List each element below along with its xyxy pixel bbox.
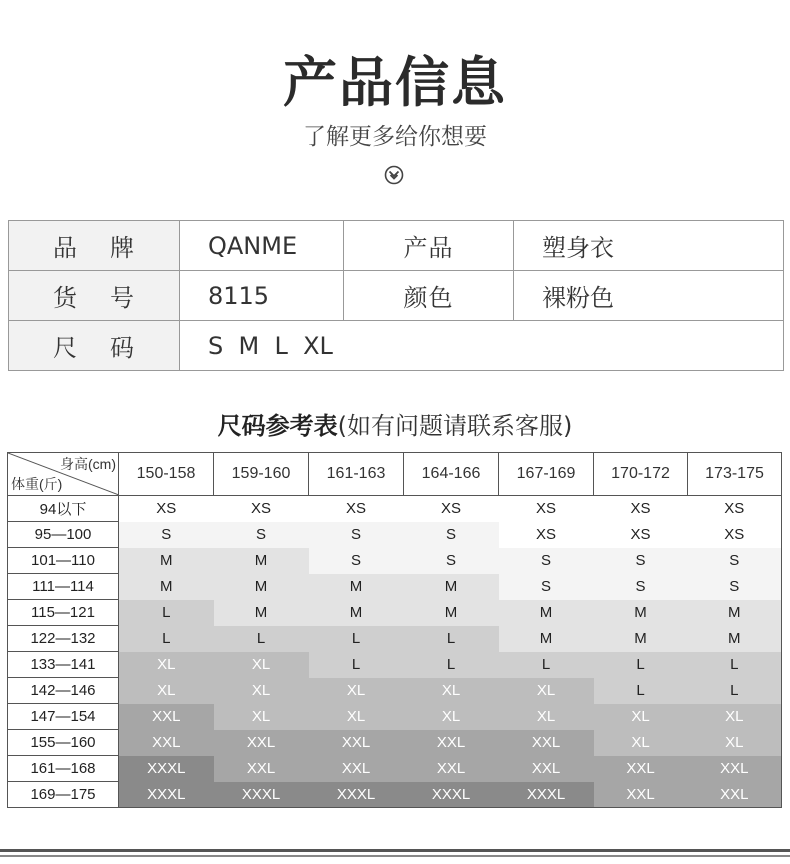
- size-cell: XXL: [594, 756, 688, 782]
- item-number-label: 货 号: [9, 271, 180, 321]
- item-number-value: 8115: [180, 271, 344, 321]
- size-cell: XS: [119, 496, 214, 522]
- height-header-cell: 161-163: [309, 453, 404, 496]
- size-cell: S: [688, 574, 782, 600]
- size-cell: XL: [594, 704, 688, 730]
- size-cell: M: [688, 600, 782, 626]
- size-cell: S: [404, 548, 499, 574]
- size-cell: M: [404, 574, 499, 600]
- size-cell: M: [214, 574, 309, 600]
- size-cell: L: [309, 626, 404, 652]
- size-cell: M: [499, 626, 594, 652]
- weight-cell: 111—114: [8, 574, 119, 600]
- info-row-item: [9, 271, 784, 321]
- size-cell: M: [688, 626, 782, 652]
- size-cell: XL: [688, 730, 782, 756]
- color-label: 颜色: [344, 271, 514, 321]
- size-cell: XL: [404, 704, 499, 730]
- size-cell: M: [309, 574, 404, 600]
- chart-corner-cell: [8, 453, 119, 496]
- size-cell: L: [594, 678, 688, 704]
- size-cell: XXXL: [499, 782, 594, 808]
- weight-cell: 161—168: [8, 756, 119, 782]
- size-cell: M: [594, 626, 688, 652]
- table-row: [8, 782, 782, 808]
- size-cell: XXL: [309, 756, 404, 782]
- size-chart-body: [8, 496, 782, 808]
- size-cell: M: [214, 600, 309, 626]
- page-subtitle: 了解更多给你想要: [303, 124, 487, 150]
- size-cell: XXL: [214, 730, 309, 756]
- size-cell: XS: [594, 522, 688, 548]
- size-chart-title: 尺码参考表(如有问题请联系客服): [217, 412, 573, 440]
- size-cell: XL: [309, 704, 404, 730]
- info-row-size: [9, 321, 784, 371]
- table-row: [8, 730, 782, 756]
- color-value: 裸粉色: [514, 271, 784, 321]
- height-header-cell: 159-160: [214, 453, 309, 496]
- table-row: [8, 626, 782, 652]
- size-cell: L: [119, 600, 214, 626]
- weight-cell: 101—110: [8, 548, 119, 574]
- size-cell: S: [404, 522, 499, 548]
- size-cell: XXL: [499, 730, 594, 756]
- table-row: [8, 756, 782, 782]
- product-label: 产品: [344, 221, 514, 271]
- size-cell: XS: [499, 522, 594, 548]
- size-cell: XL: [594, 730, 688, 756]
- brand-value: QANME: [180, 221, 344, 271]
- size-cell: XXL: [688, 782, 782, 808]
- size-cell: M: [119, 548, 214, 574]
- size-cell: L: [404, 652, 499, 678]
- table-row: [8, 574, 782, 600]
- table-row: [8, 678, 782, 704]
- size-label: 尺 码: [9, 321, 180, 371]
- size-cell: XXXL: [309, 782, 404, 808]
- size-cell: L: [404, 626, 499, 652]
- size-cell: XXL: [214, 756, 309, 782]
- size-cell: L: [594, 652, 688, 678]
- size-cell: XS: [214, 496, 309, 522]
- size-cell: XS: [499, 496, 594, 522]
- size-cell: XL: [688, 704, 782, 730]
- size-cell: XL: [404, 678, 499, 704]
- size-cell: M: [309, 600, 404, 626]
- size-cell: M: [404, 600, 499, 626]
- size-cell: M: [214, 548, 309, 574]
- size-cell: XL: [309, 678, 404, 704]
- size-cell: M: [499, 600, 594, 626]
- weight-cell: 115—121: [8, 600, 119, 626]
- weight-cell: 142—146: [8, 678, 119, 704]
- size-cell: XXL: [309, 730, 404, 756]
- size-value: S M L XL: [180, 321, 784, 371]
- size-cell: XL: [499, 678, 594, 704]
- size-cell: XXXL: [214, 782, 309, 808]
- bottom-divider: [0, 849, 790, 852]
- weight-cell: 95—100: [8, 522, 119, 548]
- bottom-divider-thin: [0, 855, 790, 857]
- size-cell: L: [499, 652, 594, 678]
- size-chart-table: [7, 452, 782, 808]
- table-row: [8, 652, 782, 678]
- size-cell: L: [688, 652, 782, 678]
- height-header-cell: 164-166: [404, 453, 499, 496]
- page-title: 产品信息: [283, 51, 507, 114]
- size-cell: XXL: [594, 782, 688, 808]
- size-cell: XXXL: [404, 782, 499, 808]
- info-row-brand: [9, 221, 784, 271]
- height-header-cell: 173-175: [688, 453, 782, 496]
- size-cell: XXL: [404, 756, 499, 782]
- brand-label: 品 牌: [9, 221, 180, 271]
- table-row: [8, 704, 782, 730]
- size-cell: XS: [309, 496, 404, 522]
- size-cell: XS: [688, 522, 782, 548]
- size-cell: XXL: [688, 756, 782, 782]
- height-axis-label: 身高(cm): [60, 456, 116, 472]
- size-cell: XL: [119, 652, 214, 678]
- size-cell: L: [688, 678, 782, 704]
- size-cell: M: [119, 574, 214, 600]
- height-header-cell: 170-172: [594, 453, 688, 496]
- size-cell: XS: [688, 496, 782, 522]
- height-header-cell: 150-158: [119, 453, 214, 496]
- size-cell: XL: [214, 652, 309, 678]
- weight-cell: 147—154: [8, 704, 119, 730]
- weight-cell: 122—132: [8, 626, 119, 652]
- height-header-row: [8, 453, 782, 496]
- size-cell: L: [214, 626, 309, 652]
- size-cell: S: [594, 548, 688, 574]
- table-row: [8, 522, 782, 548]
- product-info-table: [8, 220, 784, 371]
- size-cell: S: [594, 574, 688, 600]
- size-cell: XS: [594, 496, 688, 522]
- size-cell: XXL: [119, 704, 214, 730]
- size-cell: XXL: [119, 730, 214, 756]
- table-row: [8, 600, 782, 626]
- size-cell: XL: [119, 678, 214, 704]
- weight-axis-label: 体重(斤): [11, 476, 63, 492]
- weight-cell: 94以下: [8, 496, 119, 522]
- table-row: [8, 496, 782, 522]
- size-cell: M: [594, 600, 688, 626]
- weight-cell: 169—175: [8, 782, 119, 808]
- size-cell: XXL: [404, 730, 499, 756]
- size-cell: L: [119, 626, 214, 652]
- size-cell: XL: [214, 704, 309, 730]
- product-value: 塑身衣: [514, 221, 784, 271]
- height-header-cell: 167-169: [499, 453, 594, 496]
- size-cell: XL: [214, 678, 309, 704]
- size-cell: XS: [404, 496, 499, 522]
- chevron-down-circle-icon: [384, 165, 404, 185]
- table-row: [8, 548, 782, 574]
- weight-cell: 133—141: [8, 652, 119, 678]
- size-cell: XL: [499, 704, 594, 730]
- size-cell: S: [214, 522, 309, 548]
- size-cell: L: [309, 652, 404, 678]
- size-cell: S: [309, 522, 404, 548]
- size-cell: XXL: [499, 756, 594, 782]
- size-cell: S: [499, 574, 594, 600]
- size-cell: S: [119, 522, 214, 548]
- size-cell: S: [688, 548, 782, 574]
- size-cell: XXXL: [119, 782, 214, 808]
- size-cell: XXXL: [119, 756, 214, 782]
- size-cell: S: [499, 548, 594, 574]
- weight-cell: 155—160: [8, 730, 119, 756]
- size-cell: S: [309, 548, 404, 574]
